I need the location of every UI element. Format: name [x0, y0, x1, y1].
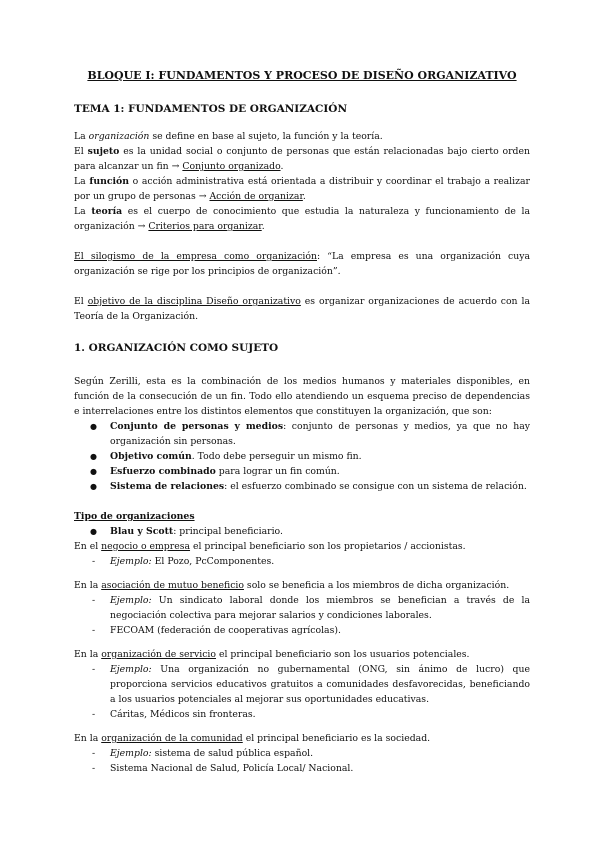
- block-title: BLOQUE I: FUNDAMENTOS Y PROCESO DE DISEÑO ORGANIZATIVO: [87, 69, 517, 82]
- list-item: - Cáritas, Médicos sin fronteras.: [74, 707, 530, 722]
- blau-list: [74, 524, 530, 539]
- list-item: - Ejemplo: Un sindicato laboral donde los miembros se benefician a través de la negociación colectiva para mejorar salarios y condiciones laborales.: [74, 593, 530, 623]
- list-item: ● Sistema de relaciones: el esfuerzo combinado se consigue con un sistema de relación.: [74, 479, 530, 494]
- tema-heading: TEMA 1: FUNDAMENTOS DE ORGANIZACIÓN: [74, 103, 348, 115]
- silogismo-paragraph: El silogismo de la empresa como organización: “La empresa es una organización cuya organización se rige por los principios de organización”.: [74, 251, 530, 277]
- intro-sujeto: El sujeto es la unidad social o conjunto de personas que están relacionadas bajo cierto orden para alcanzar un fin → Conjunto organizado.: [74, 146, 530, 172]
- mutuo-paragraph: En la asociación de mutuo beneficio solo se beneficia a los miembros de dicha organización.: [74, 580, 510, 591]
- list-item: ● Conjunto de personas y medios: conjunto de personas y medios, ya que no hay organización sin personas.: [74, 419, 530, 449]
- mutuo-examples: [74, 593, 530, 638]
- negocio-paragraph: En el negocio o empresa el principal beneficiario son los propietarios / accionistas.: [74, 541, 466, 552]
- servicio-examples: [74, 662, 530, 722]
- intro-funcion: La función o acción administrativa está orientada a distribuir y coordinar el trabajo a realizar por un grupo de personas → Acción de organizar.: [74, 176, 530, 202]
- intro-teoria: La teoría es el cuerpo de conocimiento que estudia la naturaleza y funcionamiento de la organización → Criterios para organizar.: [74, 206, 531, 232]
- document-page: [74, 68, 530, 776]
- list-item: - Sistema Nacional de Salud, Policía Local/ Nacional.: [74, 761, 530, 776]
- list-item: - Ejemplo: Una organización no gubernamental (ONG, sin ánimo de lucro) que proporciona servicios educativos gratuitos a comunidades desfavorecidas, beneficiando a los usuarios potenciales al mejorar sus oportunidades educativas.: [74, 662, 530, 707]
- negocio-examples: [74, 554, 530, 569]
- intro-organizacion: La organización se define en base al sujeto, la función y la teoría.: [74, 131, 383, 142]
- list-item: ● Esfuerzo combinado para lograr un fin común.: [74, 464, 530, 479]
- section-1-heading: 1. ORGANIZACIÓN COMO SUJETO: [74, 342, 279, 354]
- comunidad-paragraph: En la organización de la comunidad el principal beneficiario es la sociedad.: [74, 733, 431, 744]
- list-item: ● Blau y Scott: principal beneficiario.: [74, 524, 530, 539]
- comunidad-examples: [74, 746, 530, 776]
- objetivo-paragraph: El objetivo de la disciplina Diseño organizativo es organizar organizaciones de acuerdo con la Teoría de la Organización.: [74, 296, 530, 322]
- elements-list: [74, 419, 530, 494]
- list-item: ● Objetivo común. Todo debe perseguir un mismo fin.: [74, 449, 530, 464]
- list-item: - Ejemplo: El Pozo, PcComponentes.: [74, 554, 530, 569]
- servicio-paragraph: En la organización de servicio el principal beneficiario son los usuarios potenciales.: [74, 649, 470, 660]
- zerilli-paragraph: Según Zerilli, esta es la combinación de los medios humanos y materiales disponibles, en función de la consecución de un fin. Todo ello atendiendo un esquema preciso de dependencias e interrelaciones entre los distintos elementos que constituyen la organización, que son:: [74, 376, 530, 417]
- list-item: - Ejemplo: sistema de salud pública español.: [74, 746, 530, 761]
- tipos-heading: Tipo de organizaciones: [74, 511, 195, 522]
- list-item: - FECOAM (federación de cooperativas agrícolas).: [74, 623, 530, 638]
